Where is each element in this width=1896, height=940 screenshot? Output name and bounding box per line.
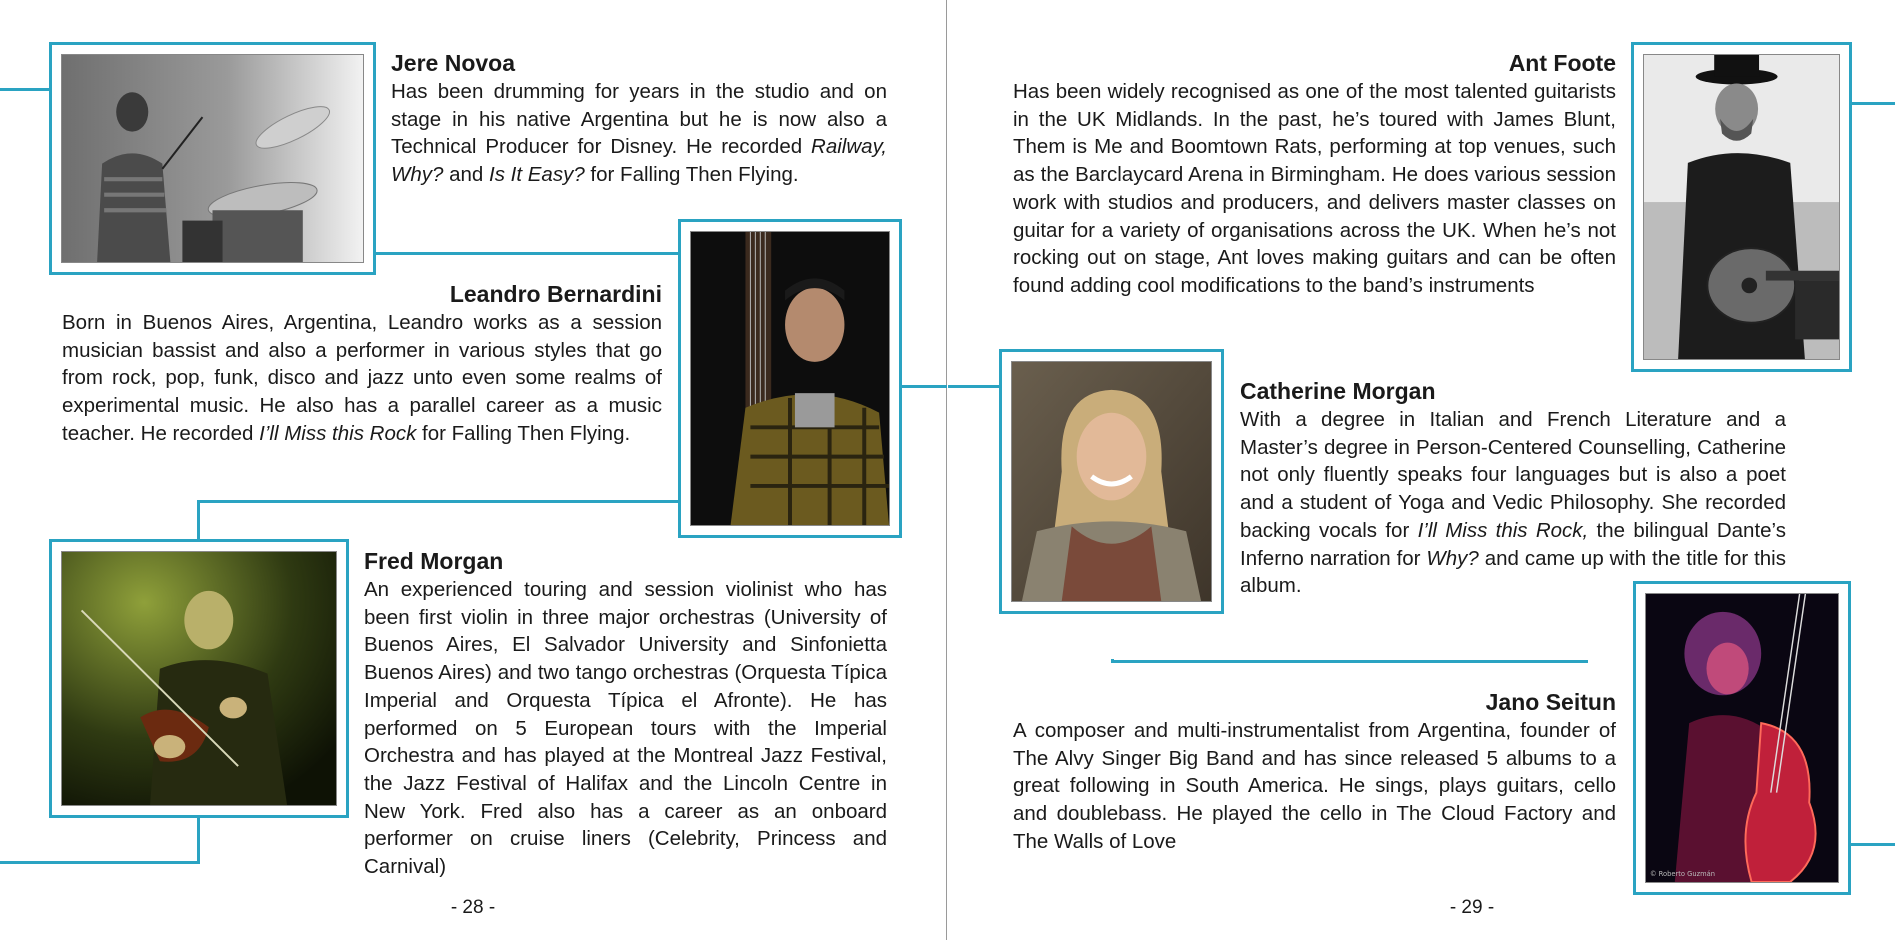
bio-text xyxy=(1240,406,1786,600)
connector-line xyxy=(197,816,200,864)
bio-jano-seitun xyxy=(1013,688,1616,856)
page-number: - 28 - xyxy=(450,897,496,918)
connector-line xyxy=(197,500,679,503)
connector-line xyxy=(948,385,1000,388)
bio-jere-novoa xyxy=(391,49,887,189)
photo-frame-jano-seitun xyxy=(1633,581,1851,895)
bio-text xyxy=(1013,78,1616,300)
text-run: An experienced touring and session violinist who has been first violin in three major orchestras (University of Buenos Aires, El Salvador University and Sinfonietta Buenos Aires) and two tango orchestras (Orquesta Típica Imperial and Orquesta Típica el Afronte). He has performed on 5 European tours with the Imperial Orchestra and has played at the Montreal Jazz Festival, the Jazz Festival of Halifax and the Lincoln Centre in New York. Fred also has a career as an onboard performer on cruise liners (Celebrity, Princess and Carnival) xyxy=(364,578,887,879)
photo-frame-catherine-morgan xyxy=(999,349,1224,614)
bio-ant-foote xyxy=(1013,49,1616,300)
photo-fred-morgan xyxy=(61,551,337,806)
text-run: for Falling Then Flying. xyxy=(584,163,799,187)
photo-jano-seitun xyxy=(1645,593,1839,883)
connector-line xyxy=(0,88,52,91)
text-run: Has been drumming for years in the studio and on stage in his native Argentina but he is now also a Technical Producer for Disney. He recorded xyxy=(391,80,887,159)
connector-line xyxy=(1111,660,1588,663)
connector-line xyxy=(0,861,200,864)
italic-title: I’ll Miss this Rock, xyxy=(1417,518,1589,542)
bio-text xyxy=(62,309,662,448)
bio-name: Ant Foote xyxy=(1508,50,1616,76)
photo-credit: © Roberto Guzmán xyxy=(1649,869,1716,879)
page-number: - 29 - xyxy=(1449,897,1495,918)
bio-text xyxy=(1013,717,1616,856)
bio-name: Fred Morgan xyxy=(364,548,504,574)
bio-text xyxy=(391,78,887,189)
bio-catherine-morgan xyxy=(1240,377,1786,600)
page-28 xyxy=(0,0,947,940)
italic-title: Is It Easy? xyxy=(489,163,585,187)
connector-line xyxy=(1849,102,1895,105)
text-run: and came up with the title for this album. xyxy=(1240,546,1786,598)
connector-line xyxy=(371,252,679,255)
text-run: Born in Buenos Aires, Argentina, Leandro works as a session musician bassist and also a performer in various styles that go from rock, pop, funk, disco and jazz unto even some realms of experimental music. He also has a parallel career as a music teacher. He recorded xyxy=(62,311,662,445)
photo-frame-fred-morgan xyxy=(49,539,349,818)
text-run: and xyxy=(443,163,490,187)
text-run: With a degree in Italian and French Literature and a Master’s degree in Person-Centered Counselling, Catherine not only fluently speaks four languages but is also a poet and a student of Yoga and Vedic Philosophy. She recorded backing vocals for xyxy=(1240,408,1786,542)
bio-leandro-bernardini xyxy=(62,280,662,448)
page-29 xyxy=(948,0,1895,940)
bio-name: Jere Novoa xyxy=(391,50,516,76)
connector-line xyxy=(1849,843,1895,846)
bio-fred-morgan xyxy=(364,547,887,881)
bio-name: Jano Seitun xyxy=(1485,689,1616,715)
connector-line xyxy=(900,385,947,388)
photo-jere-novoa xyxy=(61,54,364,263)
bio-text xyxy=(364,576,887,881)
photo-ant-foote xyxy=(1643,54,1840,360)
text-run: the bilingual Dante’s Inferno narration for xyxy=(1240,518,1786,570)
photo-frame-ant-foote xyxy=(1631,42,1852,372)
connector-line xyxy=(197,500,200,540)
italic-title: Railway, Why? xyxy=(391,135,887,187)
text-run: for Falling Then Flying. xyxy=(416,421,631,445)
text-run: Has been widely recognised as one of the most talented guitarists in the UK Midlands. In the past, he’s toured with James Blunt, Them is Me and Boomtown Rats, performing at top venues, such as the Barclaycard Arena in Birmingham. He does various session work with studios and producers, and delivers master classes on guitar for a variety of organisations across the UK. When he’s not rocking out on stage, Ant loves making guitars and can be often found adding cool modifications to the band’s instruments xyxy=(1013,80,1616,297)
bio-name: Catherine Morgan xyxy=(1240,378,1436,404)
text-run: A composer and multi-instrumentalist from Argentina, founder of The Alvy Singer Big Band and has since released 5 albums to a great following in South America. He sings, plays guitars, cello and doublebass. He played the cello in The Cloud Factory and The Walls of Love xyxy=(1013,719,1616,853)
italic-title: I’ll Miss this Rock xyxy=(259,421,417,445)
photo-catherine-morgan xyxy=(1011,361,1212,602)
photo-leandro-bernardini xyxy=(690,231,890,526)
bio-name: Leandro Bernardini xyxy=(449,281,662,307)
italic-title: Why? xyxy=(1426,546,1479,570)
photo-frame-leandro-bernardini xyxy=(678,219,902,538)
photo-frame-jere-novoa xyxy=(49,42,376,275)
